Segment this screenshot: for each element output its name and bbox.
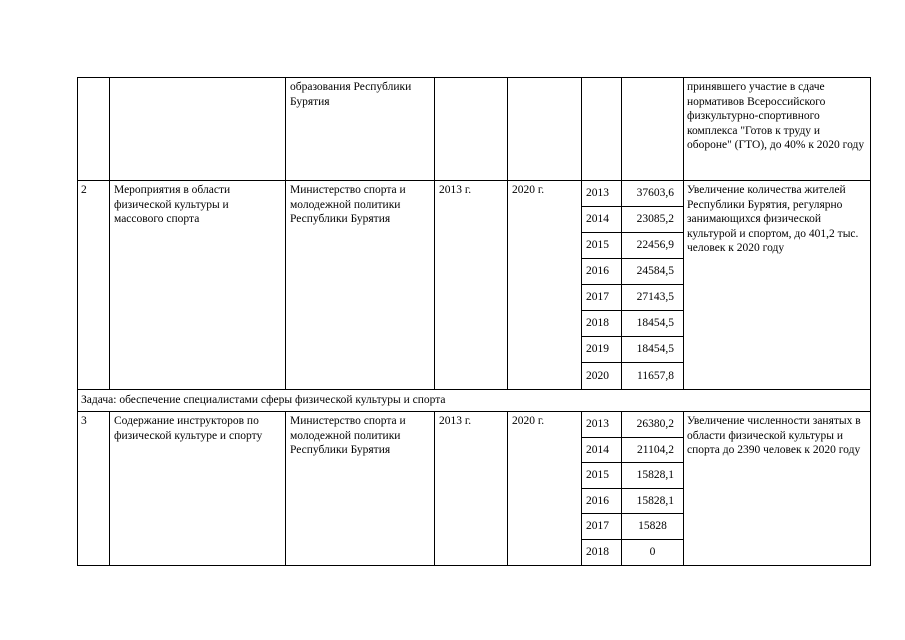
year-cell (582, 78, 622, 181)
value-cell: 23085,2 (622, 207, 683, 233)
value-cell: 15828,1 (622, 489, 683, 515)
value-cell: 21104,2 (622, 438, 683, 464)
year-cell: 2015 (582, 463, 621, 489)
years-column (582, 412, 622, 566)
value-cell: 22456,9 (622, 233, 683, 259)
value-cell: 0 (649, 546, 656, 558)
value-cell: 15828 (622, 514, 683, 540)
value-cell: 18454,5 (622, 337, 683, 363)
end-year: 2020 г. (508, 181, 582, 390)
task-heading: Задача: обеспечение специалистами сферы физической культуры и спорта (78, 390, 871, 412)
table-row-3 (78, 412, 871, 566)
row-number: 2 (78, 181, 110, 390)
year-cell: 2018 (586, 546, 609, 558)
year-cell: 2014 (582, 207, 621, 233)
result-text: Увеличение численности занятых в области физической культуры и спорта до 2390 человек к 2020 году (684, 412, 871, 566)
value-cell: 18454,5 (622, 311, 683, 337)
result-cell: принявшего участие в сдаче нормативов Всероссийского физкультурно-спортивного комплекса "Готов к труду и обороне" (ГТО), до 40% к 2020 году (684, 78, 871, 181)
num-cell (78, 78, 110, 181)
value-cell: 24584,5 (622, 259, 683, 285)
year-cell: 2016 (582, 259, 621, 285)
year-cell: 2019 (582, 337, 621, 363)
year-cell: 2013 (582, 181, 621, 207)
name-cell (110, 78, 286, 181)
continuation-row (78, 78, 871, 181)
start-cell (435, 78, 508, 181)
program-table (77, 77, 871, 566)
table-row-2 (78, 181, 871, 390)
year-cell: 2018 (582, 311, 621, 337)
year-cell: 2015 (582, 233, 621, 259)
years-column (582, 181, 622, 390)
year-cell: 2014 (582, 438, 621, 464)
end-year: 2020 г. (508, 412, 582, 566)
value-cell: 11657,8 (637, 369, 674, 382)
value-cell: 27143,5 (622, 285, 683, 311)
start-year: 2013 г. (435, 181, 508, 390)
value-cell: 37603,6 (622, 181, 683, 207)
value-cell (622, 78, 684, 181)
task-row (78, 390, 871, 412)
row-number: 3 (78, 412, 110, 566)
value-cell: 15828,1 (622, 463, 683, 489)
year-cell: 2017 (582, 285, 621, 311)
activity-name: Содержание инструкторов по физической культуре и спорту (110, 412, 286, 566)
value-cell: 26380,2 (622, 412, 683, 438)
year-cell: 2013 (582, 412, 621, 438)
end-cell (508, 78, 582, 181)
executor-cell: образования Республики Бурятия (286, 78, 435, 181)
values-column (622, 181, 684, 390)
start-year: 2013 г. (435, 412, 508, 566)
result-text: Увеличение количества жителей Республики Бурятия, регулярно занимающихся физической культурой и спортом, до 401,2 тыс. человек к 2020 году (684, 181, 871, 390)
year-cell: 2020 (586, 369, 609, 382)
year-cell: 2016 (582, 489, 621, 515)
year-cell: 2017 (582, 514, 621, 540)
executor: Министерство спорта и молодежной политики Республики Бурятия (286, 412, 435, 566)
activity-name: Мероприятия в области физической культуры и массового спорта (110, 181, 286, 390)
executor: Министерство спорта и молодежной политики Республики Бурятия (286, 181, 435, 390)
values-column (622, 412, 684, 566)
